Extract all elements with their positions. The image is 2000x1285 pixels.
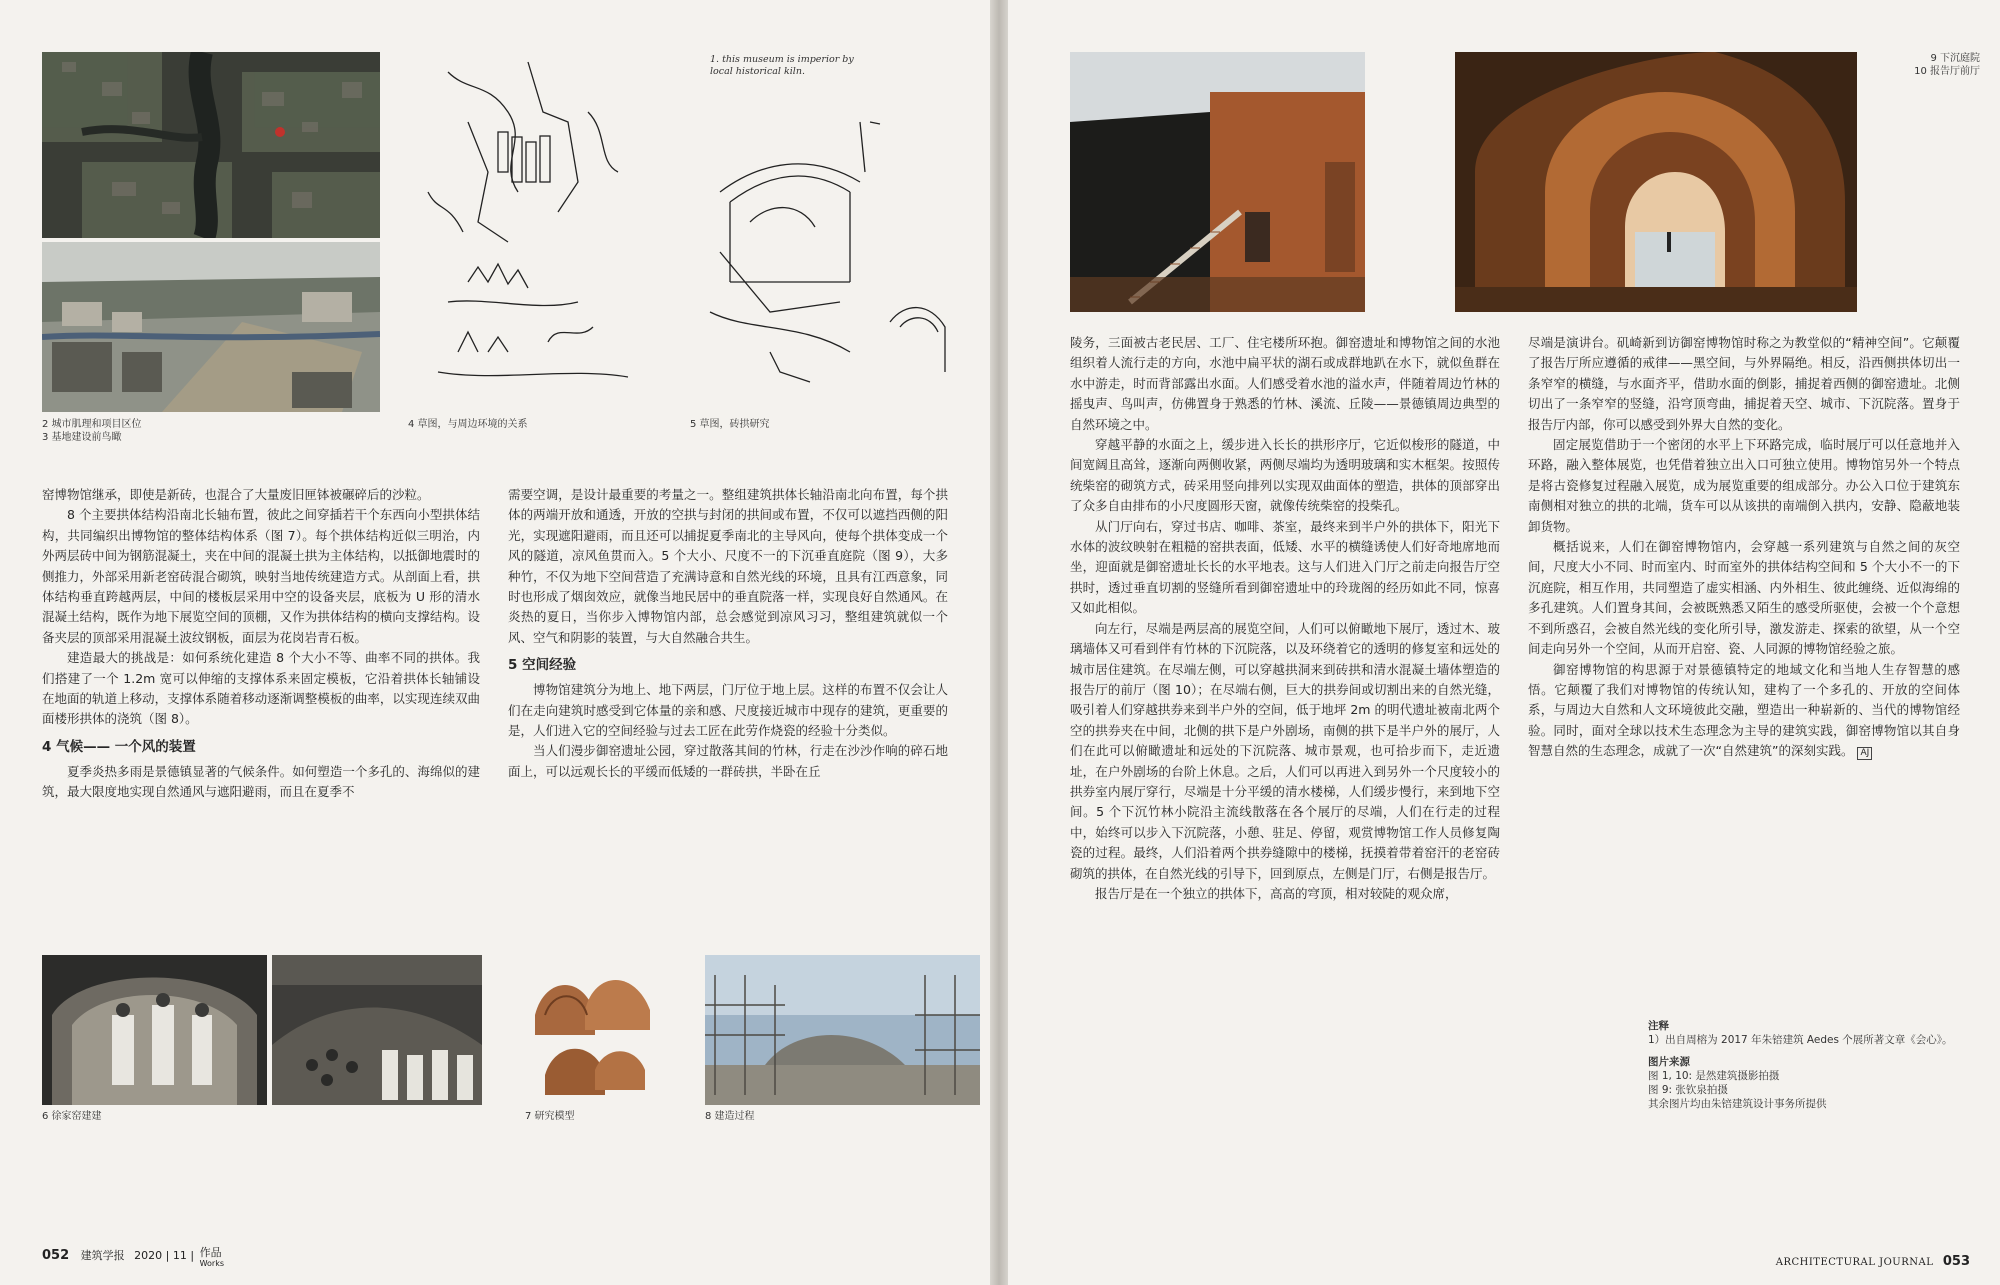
caption-figure-6: 6 徐家窑建建 bbox=[42, 1111, 102, 1122]
paragraph: 向左行，尽端是两层高的展览空间，人们可以俯瞰地下展厅，透过木、玻璃墙体又可看到伴有竹林的下沉院落，以及环绕着它的透明的修复室和远处的城市居住建筑。在尽端左侧，可以穿越拱洞来到砖拱和清水混凝土墙体塑造的报告厅的前厅（图 10）；在尽端右侧，巨大的拱券间或切割出来的自然光缝，吸引着人们穿越拱券来到半户外的空间，低于地坪 2m 的明代遗址被南北两个空的拱券夹在中间，北侧的拱下是户外剧场，南侧的拱下是半户外的展厅，人们在此可以俯瞰遗址和远处的下沉院落、城市景观，也可拾步而下，走近遗址，在户外剧场的台阶上休息。之后，人们可以再进入到另外一个尺度较小的拱券室内展厅穿行，尽端是十分平缓的清水楼梯，人们缓步慢行，来到地下空间。5 个下沉竹林小院沿主流线散落在各个展厅的尽端，人们在行走的过程中，始终可以步入下沉院落，小憩、驻足、停留，观赏博物馆工作人员修复陶瓷的过程。最终，人们沿着两个拱券缝隙中的楼梯，抚摸着带着窑汗的老窑砖砌筑的拱体，在自然光线的引导下，回到原点，左侧是门厅，右侧是报告厅。 bbox=[1070, 620, 1500, 881]
paragraph: 概括说来，人们在御窑博物馆内，会穿越一系列建筑与自然之间的灰空间，尺度大小不同、时而室内、时而室外的拱体结构空间和 5 个大小不一的下沉庭院，相互作用，共同塑造了虚实相涵、内外相生、彼此缠绕、近似海绵的多孔建筑。人们置身其间，会被既熟悉又陌生的感受所驱使，会被一个个意想不到所惑召，会被自然光线的变化所引导，激发游走、探索的欲望，从一个空间走向另外一个空间，从而开启窑、瓷、人同源的博物馆经验之旅。 bbox=[1528, 539, 1960, 657]
figure-2-city-texture-map bbox=[42, 52, 380, 238]
journal-issue: 11 bbox=[172, 1249, 187, 1262]
notes-title: 注释 bbox=[1648, 1020, 1669, 1032]
journal-year: 2020 bbox=[134, 1249, 163, 1262]
journal-name: 建筑学报 bbox=[80, 1249, 125, 1262]
figure-8-construction-photo bbox=[705, 955, 980, 1105]
figure-5-sketch-brick-arch bbox=[690, 52, 980, 412]
caption-figure-7: 7 研究模型 bbox=[525, 1111, 575, 1122]
section-heading-5: 5 空间经验 bbox=[508, 657, 577, 674]
note-item: 1）出自周榕为 2017 年朱锫建筑 Aedes 个展所著文章《会心》。 bbox=[1648, 1034, 1953, 1046]
caption-figures-9-10 bbox=[1860, 52, 1980, 78]
figure-9-sunken-courtyard-photo bbox=[1070, 52, 1365, 312]
paragraph-text: 御窑博物馆的构思源于对景德镇特定的地域文化和当地人生存智慧的感悟。它颠覆了我们对博物馆的传统认知，建构了一个多孔的、开放的空间体系，与周边大自然和人文环境彼此交融，塑造出一种崭新的、当代的博物馆经验。同时，面对全球以技术生态理念为主导的建筑实践，御窑博物馆以其自身智慧自然的生态理念，成就了一次“自然建筑”的深刻实践。 bbox=[1528, 661, 1960, 759]
caption-figure-5: 5 草图，砖拱研究 bbox=[690, 419, 770, 430]
caption-figure-2: 2 城市肌理和项目区位 bbox=[42, 419, 142, 430]
right-page bbox=[1008, 0, 2000, 1285]
caption-figure-4: 4 草图，与周边环境的关系 bbox=[408, 419, 528, 430]
paragraph: 建造最大的挑战是：如何系统化建造 8 个大小不等、曲率不同的拱体。我们搭建了一个 1.2m 宽可以伸缩的支撑体系来固定模板，它沿着拱体长轴铺设在地面的轨道上移动，支撑体系随着移动逐渐调整模板的曲率，以实现连续双曲面楼形拱体的浇筑（图 8）。 bbox=[42, 650, 480, 727]
image-source-item: 其余图片均由朱锫建筑设计事务所提供 bbox=[1648, 1098, 1827, 1110]
paragraph: 穿越平静的水面之上，缓步进入长长的拱形序厅，它近似梭形的隧道，中间宽阔且高耸，逐渐向两侧收紧，两侧尽端均为透明玻璃和实木框架。按照传统柴窑的砌筑方式，砖采用竖向排列以实现双曲面体的塑造，拱体的顶部穿出了众多自由排布的小尺度圆形天窗，就像传统柴窑的投柴孔。 bbox=[1070, 437, 1500, 514]
figure-6-kiln-workers-photo-b bbox=[272, 955, 482, 1105]
figure-6-kiln-workers-photo-a bbox=[42, 955, 267, 1105]
caption-figure-3: 3 基地建设前鸟瞰 bbox=[42, 432, 122, 443]
page-number-right: 053 bbox=[1942, 1254, 1970, 1269]
image-sources-title: 图片来源 bbox=[1648, 1056, 1690, 1068]
paragraph: 尽端是演讲台。矶崎新到访御窑博物馆时称之为教堂似的“精神空间”。它颠覆了报告厅所应遵循的戒律——黑空间，与外界隔绝。相反，沿西侧拱体切出一条窄窄的横缝，与水面齐平，借助水面的倒影，捕捉着西侧的御窑遗址。北侧切出了一条窄窄的竖缝，沿穹顶弯曲，捕捉着天空、城市、下沉院落。置身于报告厅内部，你可以感受到外界大自然的变化。 bbox=[1528, 335, 1960, 432]
paragraph: 需要空调，是设计最重要的考量之一。整组建筑拱体长轴沿南北向布置，每个拱体的两端开放和通透，开放的空拱与封闭的拱间或布置，不仅可以遮挡西侧的阳光，实现遮阳避雨，而且还可以捕捉夏季南北的主导风向，使每个拱体变成一个风的隧道，凉风鱼贯而入。5 个大小、尺度不一的下沉垂直庭院（图 9），大多种竹，不仅为地下空间营造了充满诗意和自然光线的环境，且具有江西意象，同时也形成了烟囱效应，就像当地民居中的垂直院落一样，实现良好自然通风。在炎热的夏日，当你步入博物馆内部，总会感觉到凉风习习，整组建筑就似一个风、空气和阴影的装置，与大自然融合共生。 bbox=[508, 487, 948, 645]
left-folio: 052 建筑学报 2020 | 11 | 作品 Works bbox=[42, 1246, 225, 1268]
image-source-item: 图 1, 10: 是然建筑摄影拍摄 bbox=[1648, 1070, 1780, 1082]
figure-3-site-aerial-photo bbox=[42, 242, 380, 412]
right-column-1 bbox=[1070, 333, 1500, 904]
journal-name-en: ARCHITECTURAL JOURNAL bbox=[1775, 1257, 1934, 1268]
paragraph: 窑博物馆继承，即使是新砖，也混合了大量废旧匣钵被碾碎后的沙粒。 bbox=[42, 487, 430, 502]
paragraph: 从门厅向右，穿过书店、咖啡、茶室，最终来到半户外的拱体下，阳光下水体的波纹映射在粗糙的窑拱表面，低矮、水平的横缝诱使人们好奇地席地而坐，迎面就是御窑遗址长长的水平地表。这与人们进入门厅之前走向报告厅空拱时，透过垂直切割的竖缝所看到御窑遗址中的玲珑阁的经历如此不同，惊喜又如此相似。 bbox=[1070, 518, 1500, 616]
right-column-2 bbox=[1528, 333, 1960, 762]
left-page bbox=[0, 0, 990, 1285]
caption-figure-8: 8 建造过程 bbox=[705, 1111, 755, 1122]
paragraph: 8 个主要拱体结构沿南北长轴布置，彼此之间穿插若干个东西向小型拱体结构，共同编织出博物馆的整体结构体系（图 7）。每个拱体结构近似三明治，内外两层砖中间为钢筋混凝土，夹在中间的混凝土拱为主体结构，以抵御地震时的侧推力，外部采用新老窑砖混合砌筑，映射当地传统建造方式。从剖面上看，拱体结构垂直跨越两层，中间的楼板层采用中空的设备夹层，底板为 U 形的清水混凝土结构，既作为地下展览空间的顶棚，又作为拱体结构的横向支撑结构。设备夹层的顶部采用混凝土波纹钢板，面层为花岗岩青石板。 bbox=[42, 507, 480, 645]
paragraph: 陵务，三面被古老民居、工厂、住宅楼所环抱。御窑遗址和博物馆之间的水池组织着人流行走的方向，水池中扁平状的湖石或成群地趴在水下，就似鱼群在水中游走，时而背部露出水面。人们感受着水池的溢水声，伴随着周边竹林的摇曳声、鸟叫声，仿佛置身于熟悉的竹林、溪流、丘陵——景德镇周边典型的自然环境之中。 bbox=[1070, 335, 1500, 432]
section-name-en: Works bbox=[199, 1259, 225, 1268]
caption-figure-10: 10 报告厅前厅 bbox=[1914, 66, 1980, 77]
notes-block bbox=[1648, 1015, 1968, 1111]
caption-figure-9: 9 下沉庭院 bbox=[1930, 53, 1980, 64]
paragraph: 固定展览借助于一个密闭的水平上下环路完成，临时展厅可以任意地并入环路，融入整体展览，也凭借着独立出入口可独立使用。博物馆另外一个特点是将古瓷修复过程融入展览，成为展览重要的组成部分。办公入口位于建筑东南侧相对独立的拱的北端，货车可以从该拱的南端倒入拱内，安静、隐蔽地装卸货物。 bbox=[1528, 437, 1960, 534]
figure-10-lecture-hall-foyer-photo bbox=[1455, 52, 1857, 312]
caption-figures-2-3 bbox=[42, 418, 342, 444]
end-mark: AJ bbox=[1857, 747, 1872, 760]
section-name: 作品 bbox=[199, 1246, 222, 1259]
image-source-item: 图 9: 张钦泉拍摄 bbox=[1648, 1084, 1728, 1096]
paragraph: 当人们漫步御窑遗址公园，穿过散落其间的竹林，行走在沙沙作响的碎石地面上，可以远观长长的平缓而低矮的一群砖拱，半卧在丘 bbox=[508, 743, 948, 779]
paragraph: 夏季炎热多雨是景德镇显著的气候条件。如何塑造一个多孔的、海绵似的建筑，最大限度地实现自然通风与遮阳避雨，而且在夏季不 bbox=[42, 763, 480, 800]
section-heading-4: 4 气候—— 一个风的装置 bbox=[42, 738, 196, 755]
paragraph bbox=[1528, 660, 1960, 762]
paragraph: 博物馆建筑分为地上、地下两层，门厅位于地上层。这样的布置不仅会让人们在走向建筑时感受到它体量的亲和感、尺度接近城市中现存的建筑，更重要的是，人们进入它的空间经验与过去工匠在此劳作烧瓷的经验十分类似。 bbox=[508, 682, 948, 739]
right-folio bbox=[1776, 1254, 1970, 1269]
paragraph: 报告厅是在一个独立的拱体下，高高的穹顶，相对较陡的观众席， bbox=[1095, 885, 1458, 901]
figure-7-research-model bbox=[525, 955, 660, 1105]
sketch-5-note: 1. this museum is imperior by local historical kiln. bbox=[710, 54, 854, 77]
figure-4-sketch-surroundings bbox=[408, 52, 660, 412]
page-gutter bbox=[990, 0, 1008, 1285]
page-number-left: 052 bbox=[42, 1248, 70, 1263]
left-column-1 bbox=[42, 485, 480, 803]
left-column-2 bbox=[508, 485, 948, 782]
